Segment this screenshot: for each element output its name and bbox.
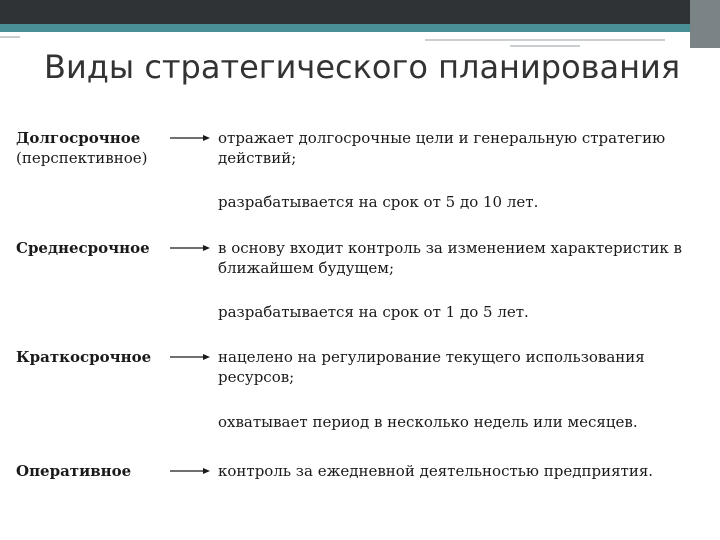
right-arrow-icon (170, 352, 210, 362)
description-term-period: охватывает период в несколько недель или месяцев. (218, 413, 638, 431)
right-arrow-icon (170, 243, 210, 253)
term-label: Среднесрочное (16, 239, 150, 257)
term-sublabel: (перспективное) (16, 149, 148, 167)
decorative-line (0, 36, 20, 38)
decorative-line (425, 39, 665, 41)
header-bar (0, 0, 720, 24)
description: нацелено на регулирование текущего использования ресурсов; (218, 348, 645, 386)
header-corner-block (690, 0, 720, 48)
term-short-term (16, 347, 151, 367)
term-long-term (16, 128, 147, 168)
term-operational (16, 461, 131, 481)
term-label: Краткосрочное (16, 348, 152, 366)
right-arrow-icon (170, 466, 210, 476)
right-arrow-icon (170, 133, 210, 143)
term-medium-term (16, 238, 150, 258)
description: в основу входит контроль за изменением характеристик в ближайшем будущем; (218, 239, 682, 277)
description: отражает долгосрочные цели и генеральную стратегию действий; (218, 129, 666, 167)
description: контроль за ежедневной деятельностью предприятия. (218, 462, 654, 480)
header-accent-stripe (0, 24, 720, 32)
description-term-period: разрабатывается на срок от 1 до 5 лет. (218, 303, 529, 321)
term-label: Оперативное (16, 462, 132, 480)
term-label: Долгосрочное (16, 129, 141, 147)
slide-title: Виды стратегического планирования (44, 48, 681, 86)
description-term-period: разрабатывается на срок от 5 до 10 лет. (218, 193, 539, 211)
decorative-line (510, 45, 580, 47)
